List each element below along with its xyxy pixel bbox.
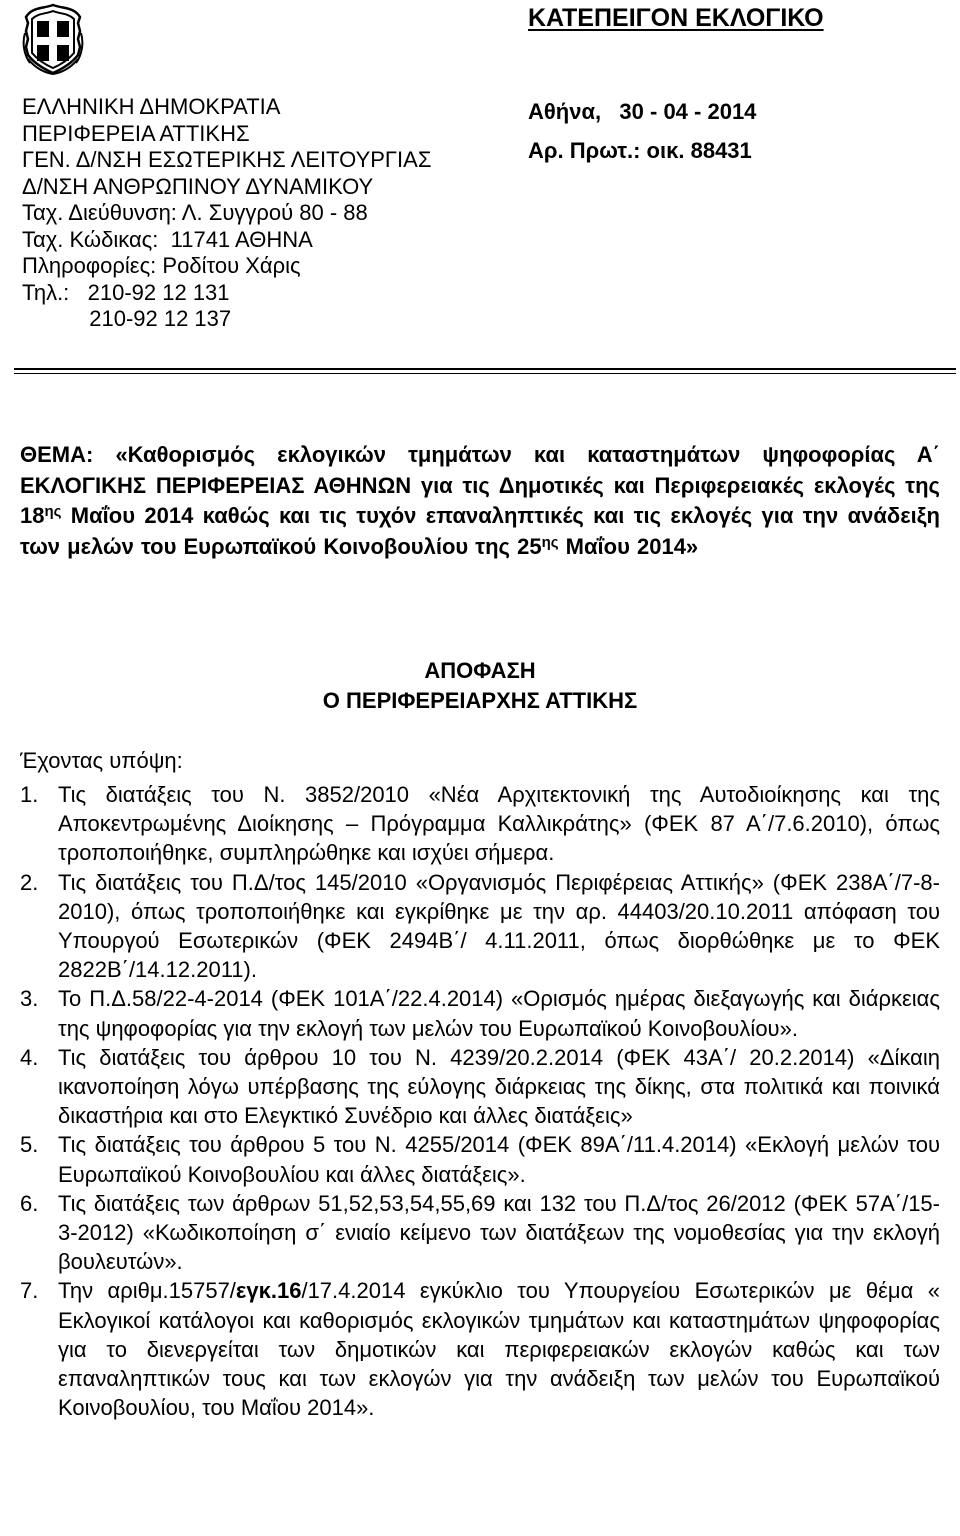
item-number: 2. bbox=[20, 869, 39, 895]
sender-address: Ταχ. Διεύθυνση: Λ. Συγγρού 80 - 88 bbox=[22, 200, 368, 225]
subject-text-1: ΘΕΜΑ: «Καθορισμός εκλογικών τμημάτων και καταστημάτων ψηφοφορίας Α΄ ΕΚΛΟΓΙΚΗΣ ΠΕΡΙΦΕΡΕΙΑΣ ΑΘΗΝΩΝ για τις Δημοτικές και Περιφερειακές εκλογές της 18 bbox=[20, 442, 940, 529]
urgent-label: ΚΑΤΕΠΕΙΓΟΝ ΕΚΛΟΓΙΚΟ bbox=[528, 4, 824, 32]
date-protocol-block bbox=[528, 92, 756, 170]
list-item bbox=[20, 1276, 940, 1422]
item-text-pre: Την αριθμ.15757/ bbox=[58, 1278, 236, 1304]
divider bbox=[14, 368, 956, 370]
divider-thin bbox=[14, 373, 956, 374]
considerations-list bbox=[20, 780, 940, 1422]
sender-country: ΕΛΛΗΝΙΚΗ ΔΗΜΟΚΡΑΤΙΑ bbox=[22, 94, 281, 119]
item-number: 5. bbox=[20, 1132, 39, 1158]
sender-phone-2: 210-92 12 137 bbox=[22, 306, 232, 331]
decision-authority: Ο ΠΕΡΙΦΕΡΕΙΑΡΧΗΣ ΑΤΤΙΚΗΣ bbox=[322, 688, 638, 713]
item-number: 7. bbox=[20, 1278, 39, 1304]
item-text: Τις διατάξεις του άρθρου 5 του Ν. 4255/2014 (ΦΕΚ 89Α΄/11.4.2014) «Εκλογή μελών του Ευρωπαϊκού Κοινοβουλίου και άλλες διατάξεις». bbox=[58, 1132, 940, 1187]
item-number: 1. bbox=[20, 782, 39, 807]
list-item bbox=[20, 1043, 940, 1131]
item-text: Τις διατάξεις του άρθρου 10 του Ν. 4239/20.2.2014 (ΦΕΚ 43Α΄/ 20.2.2014) «Δίκαιη ικανοποίηση λόγω υπέρβασης της εύλογης διάρκειας της δίκης, στα πολιτικά και ποινικά δικαστήρια και στο Ελεγκτικό Συνέδριο και άλλες διατάξεις» bbox=[58, 1044, 940, 1129]
greek-coat-of-arms-icon bbox=[22, 3, 84, 75]
item-text-post: /17.4.2014 εγκύκλιο του Υπουργείου Εσωτερικών με θέμα « Εκλογικοί κατάλογοι και καθορισμός εκλογικών τμημάτων και καταστημάτων ψηφοφορίας για το διενεργείται των δημοτικών και περιφερειακών εκλογών καθώς και των επαναληπτικών τους και των εκλογών για την ανάδειξη των μελών του Ευρωπαϊκού Κοινοβουλίου, του Μαΐου 2014». bbox=[58, 1278, 940, 1421]
considering-label: Έχοντας υπόψη: bbox=[20, 748, 183, 773]
sender-postal-code: Ταχ. Κώδικας: 11741 ΑΘΗΝΑ bbox=[22, 226, 313, 252]
item-number: 6. bbox=[20, 1190, 39, 1216]
subject bbox=[20, 440, 940, 563]
subject-text-2: Μαΐου 2014 καθώς και τις τυχόν επαναληπτικές και τις εκλογές για την ανάδειξη των μελών του Ευρωπαϊκού Κοινοβουλίου της 25 bbox=[20, 503, 940, 560]
item-text: Τις διατάξεις του Ν. 3852/2010 «Νέα Αρχιτεκτονική της Αυτοδιοίκησης και της Αποκεντρωμένης Διοίκησης – Πρόγραμμα Καλλικράτης» (ΦΕΚ 87 Α΄/7.6.2010), όπως τροποποιήθηκε, συμπληρώθηκε και ισχύει σήμερα. bbox=[58, 782, 940, 866]
list-item bbox=[20, 1130, 940, 1188]
item-text bbox=[58, 1276, 940, 1422]
sender-info: Πληροφορίες: Ροδίτου Χάρις bbox=[22, 253, 301, 278]
item-number: 3. bbox=[20, 986, 39, 1012]
sender-region: ΠΕΡΙΦΕΡΕΙΑ ΑΤΤΙΚΗΣ bbox=[22, 120, 250, 146]
subject-text-3: Μαΐου 2014» bbox=[558, 534, 699, 560]
item-text-bold: εγκ.16 bbox=[235, 1278, 302, 1304]
item-text: Τις διατάξεις του Π.Δ/τος 145/2010 «Οργανισμός Περιφέρειας Αττικής» (ΦΕΚ 238Α΄/7-8-2010), όπως τροποποιήθηκε και εγκρίθηκε με την αρ. 44403/20.10.2011 απόφαση του Υπουργού Εσωτερικών (ΦΕΚ 2494Β΄/ 4.11.2011, όπως διορθώθηκε με το ΦΕΚ 2822Β΄/14.12.2011). bbox=[58, 869, 940, 983]
decision-title: ΑΠΟΦΑΣΗ bbox=[424, 658, 536, 683]
item-text: Το Π.Δ.58/22-4-2014 (ΦΕΚ 101Α΄/22.4.2014) «Ορισμός ημέρας διεξαγωγής και διάρκειας της ψηφοφορίας για την εκλογή των μελών του Ευρωπαϊκού Κοινοβουλίου». bbox=[58, 986, 940, 1041]
list-item bbox=[20, 868, 940, 985]
list-item bbox=[20, 1189, 940, 1277]
subject-sup-2: ης bbox=[541, 534, 559, 552]
sender-phone-1: Τηλ.: 210-92 12 131 bbox=[22, 279, 230, 305]
item-text: Τις διατάξεις των άρθρων 51,52,53,54,55,69 και 132 του Π.Δ/τος 26/2012 (ΦΕΚ 57Α΄/15-3-2012) «Κωδικοποίηση σ΄ ενιαίο κείμενο των διατάξεων της νομοθεσίας για την εκλογή βουλευτών». bbox=[58, 1190, 940, 1275]
document-date: Αθήνα, 30 - 04 - 2014 bbox=[528, 99, 757, 124]
decision-heading bbox=[0, 656, 960, 716]
sender-block bbox=[22, 94, 431, 333]
sender-directorate-general: ΓΕΝ. Δ/ΝΣΗ ΕΣΩΤΕΡΙΚΗΣ ΛΕΙΤΟΥΡΓΙΑΣ bbox=[22, 147, 432, 172]
item-number: 4. bbox=[20, 1044, 39, 1070]
list-item bbox=[20, 780, 940, 868]
protocol-number: Αρ. Πρωτ.: οικ. 88431 bbox=[528, 138, 752, 163]
subject-sup-1: ης bbox=[44, 503, 62, 521]
sender-directorate: Δ/ΝΣΗ ΑΝΘΡΩΠΙΝΟΥ ΔΥΝΑΜΙΚΟΥ bbox=[22, 173, 374, 199]
list-item bbox=[20, 984, 940, 1042]
